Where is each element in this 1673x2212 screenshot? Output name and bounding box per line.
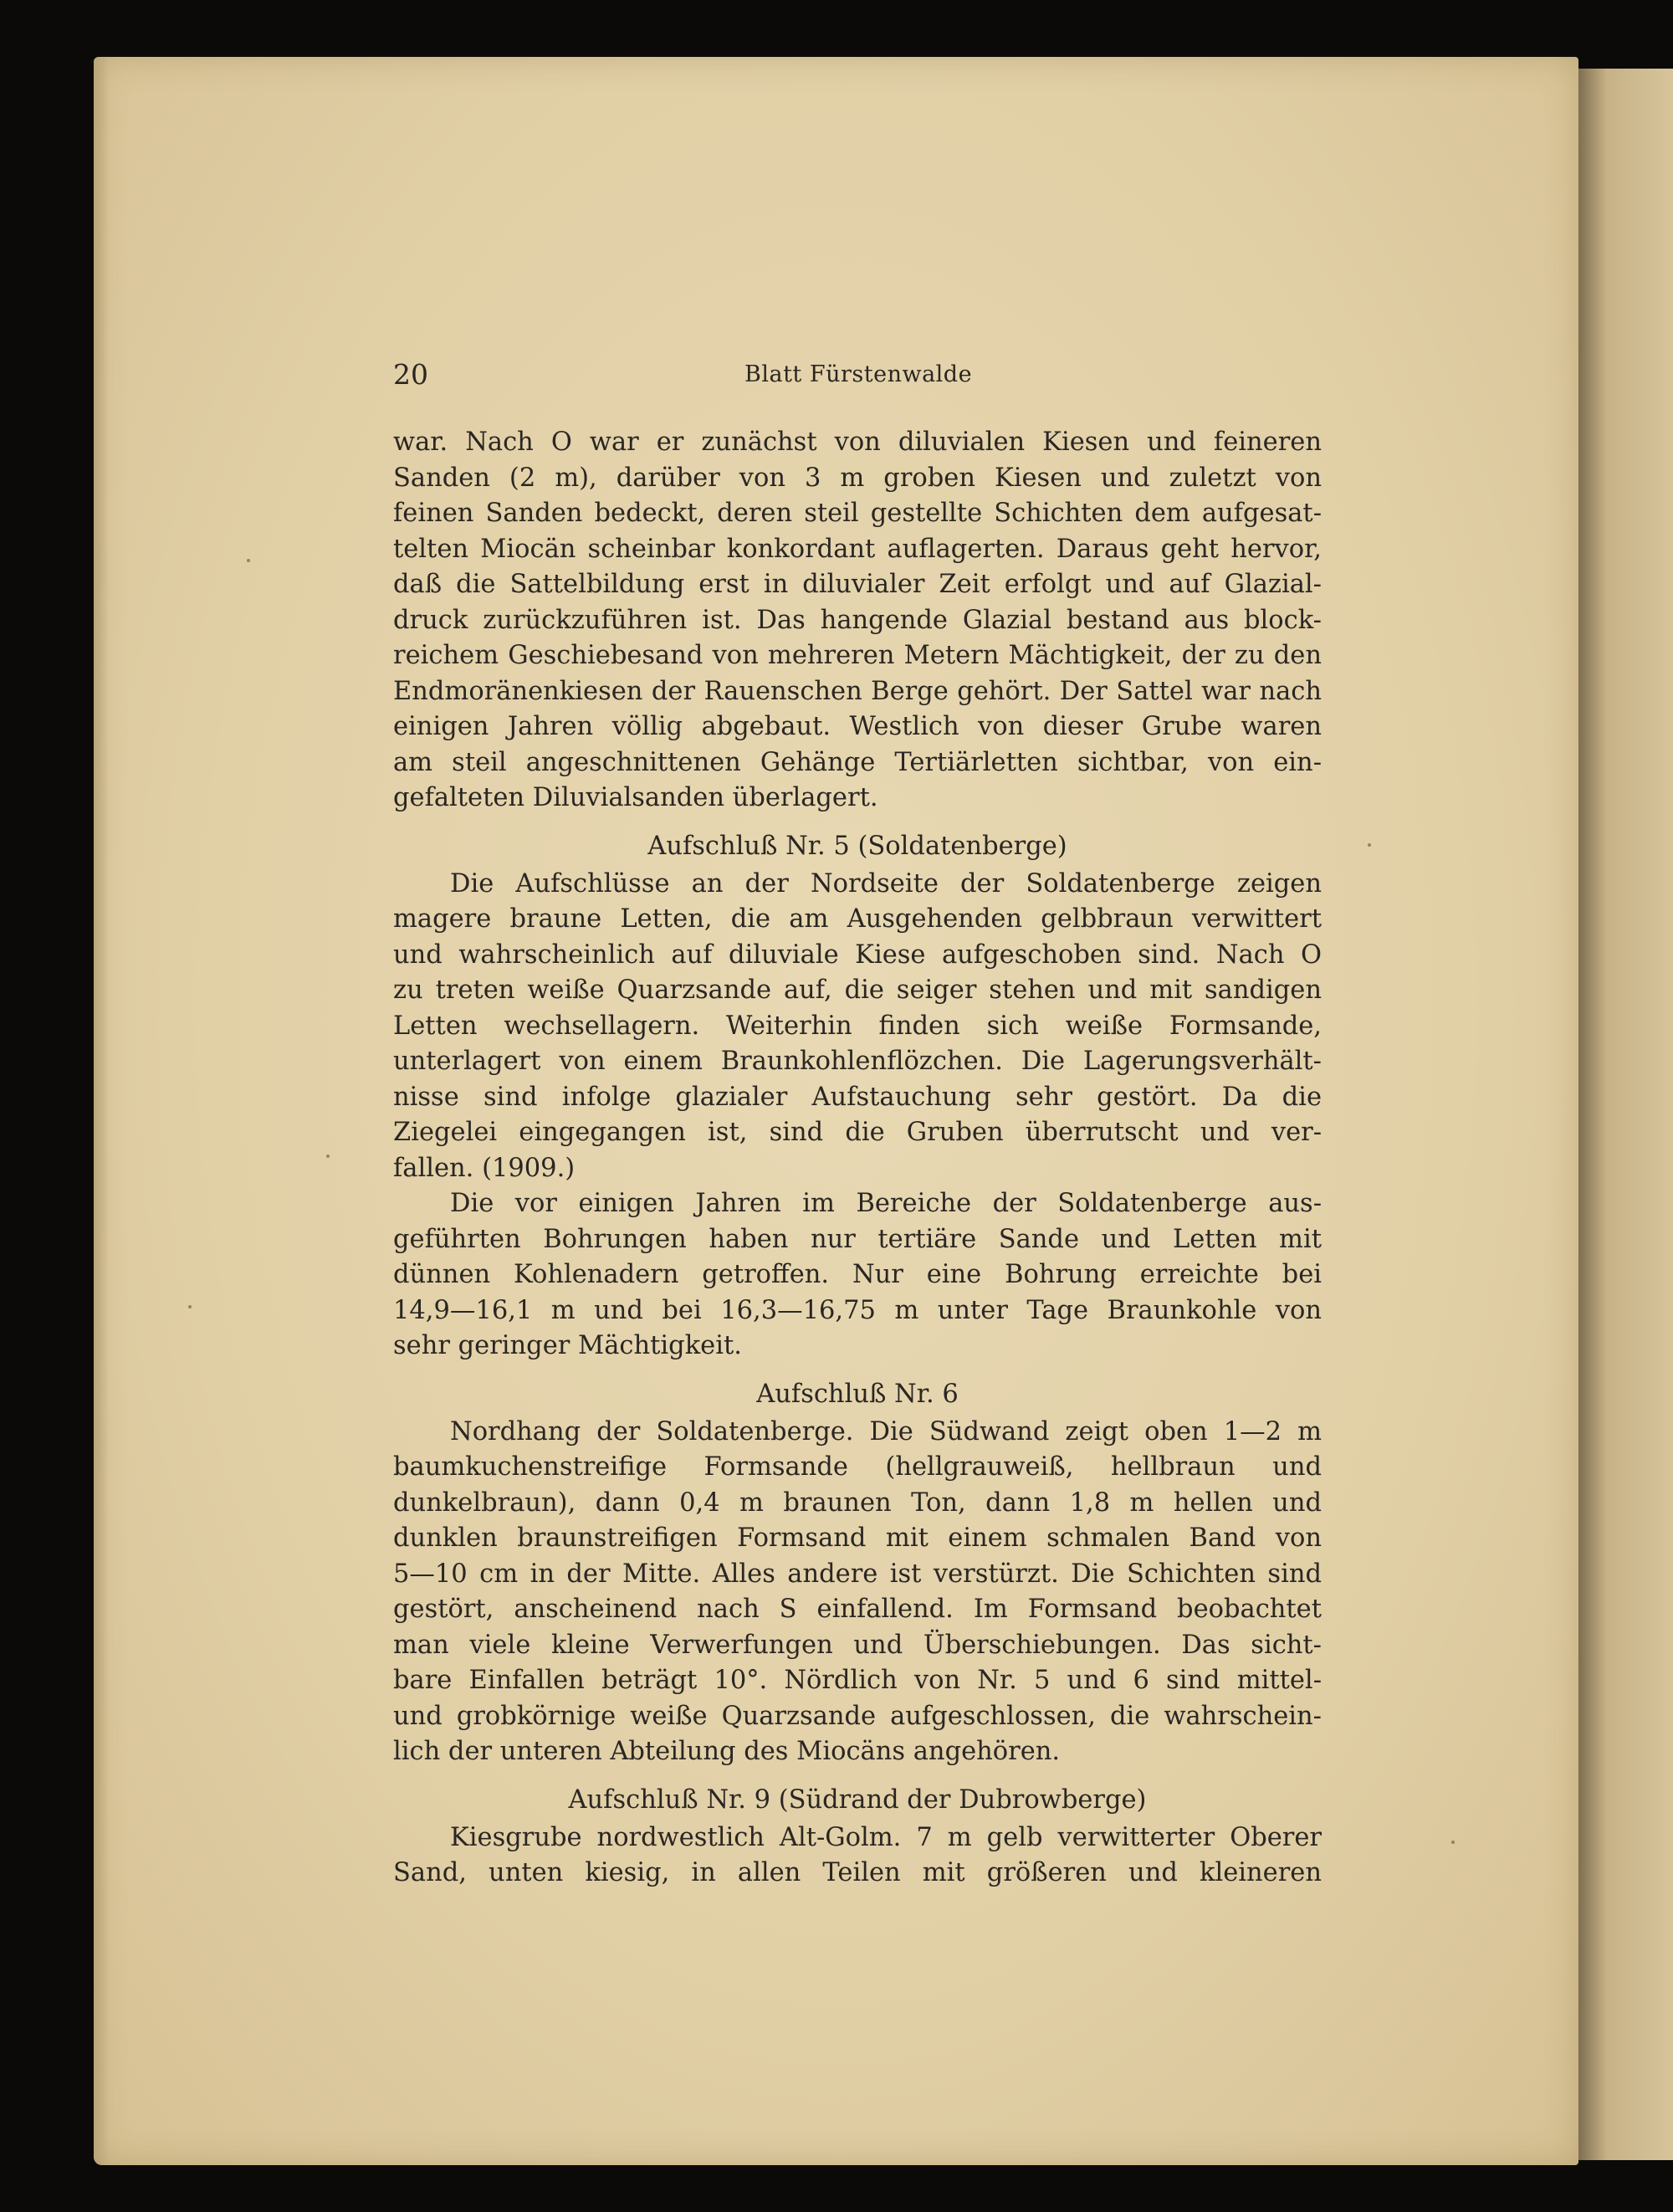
text-line: dunklen braunstreifigen Formsand mit einem schmalen Band von (393, 1523, 1322, 1553)
running-title: Blatt Fürstenwalde (744, 361, 973, 387)
text-line: gefalteten Diluvialsanden überlagert. (393, 783, 878, 812)
section-6-paragraph (393, 1415, 1322, 1770)
section-heading-9: Aufschluß Nr. 9 (Südrand der Dubrowberge) (568, 1784, 1147, 1815)
text-line: dünnen Kohlenadern getroffen. Nur eine Bohrung erreichte bei (393, 1260, 1322, 1289)
text-line: Sanden (2 m), darüber von 3 m groben Kiesen und zuletzt von (393, 463, 1322, 493)
page-header (393, 358, 1347, 392)
text-line: Letten wechsellagern. Weiterhin finden sich weiße Formsande, (393, 1011, 1322, 1041)
text-line: nisse sind infolge glazialer Aufstauchung sehr gestört. Da die (393, 1082, 1322, 1112)
section-heading-5: Aufschluß Nr. 5 (Soldatenberge) (647, 831, 1067, 861)
text-line: dunkelbraun), dann 0,4 m braunen Ton, dann 1,8 m hellen und (393, 1487, 1322, 1518)
section-5-paragraph-b (393, 1186, 1322, 1365)
text-line: Die vor einigen Jahren im Bereiche der Soldatenberge aus- (450, 1189, 1322, 1218)
text-line: daß die Sattelbildung erst in diluvialer Zeit erfolgt und auf Glazial- (393, 570, 1322, 599)
text-line: reichem Geschiebesand von mehreren Metern Mächtigkeit, der zu den (393, 641, 1322, 670)
text-line: unterlagert von einem Braunkohlenflözchen. Die Lagerungsverhält- (393, 1047, 1322, 1076)
text-line: 14,9—16,1 m und bei 16,3—16,75 m unter Tage Braunkohle von (393, 1295, 1322, 1325)
text-line: druck zurückzuführen ist. Das hangende Glazial bestand aus block- (393, 605, 1322, 635)
text-line: war. Nach O war er zunächst von diluvialen Kiesen und feineren (393, 428, 1322, 457)
paper-speck (326, 1155, 330, 1158)
text-line: man viele kleine Verwerfungen und Überschiebungen. Das sicht- (393, 1630, 1322, 1660)
text-line: bare Einfallen beträgt 10°. Nördlich von Nr. 5 und 6 sind mittel- (393, 1666, 1322, 1695)
paper-speck (188, 1305, 192, 1308)
text-line: und wahrscheinlich auf diluviale Kiese aufgeschoben sind. Nach O (393, 940, 1322, 970)
text-line: gestört, anscheinend nach S einfallend. Im Formsand beobachtet (393, 1595, 1322, 1624)
paper-speck (1451, 1841, 1455, 1844)
text-line: geführten Bohrungen haben nur tertiäre Sande und Letten mit (393, 1224, 1322, 1254)
page-shadow-edge (94, 57, 109, 2165)
adjacent-page-edge (1573, 69, 1673, 2160)
text-line: Nordhang der Soldatenberge. Die Südwand zeigt oben 1—2 m (450, 1416, 1322, 1447)
paper-speck (247, 559, 250, 562)
text-line: fallen. (1909.) (393, 1153, 576, 1183)
page-number: 20 (393, 358, 428, 391)
text-line: am steil angeschnittenen Gehänge Tertiärletten sichtbar, von ein- (393, 747, 1322, 777)
text-line: zu treten weiße Quarzsande auf, die seiger stehen und mit sandigen (393, 975, 1322, 1005)
text-line: lich der unteren Abteilung des Miocäns angehören. (393, 1737, 1061, 1766)
text-line: feinen Sanden bedeckt, deren steil gestellte Schichten dem aufgesat- (393, 499, 1322, 528)
text-line: baumkuchenstreifige Formsande (hellgrauweiß, hellbraun und (393, 1452, 1322, 1482)
text-line: Sand, unten kiesig, in allen Teilen mit größeren und kleineren (393, 1858, 1322, 1887)
text-line: einigen Jahren völlig abgebaut. Westlich von dieser Grube waren (393, 712, 1322, 741)
section-5-paragraph-a (393, 867, 1322, 1187)
paper-speck (1368, 843, 1371, 847)
text-line: Die Aufschlüsse an der Nordseite der Soldatenberge zeigen (450, 868, 1322, 899)
text-line: 5—10 cm in der Mitte. Alles andere ist verstürzt. Die Schichten sind (393, 1559, 1322, 1589)
section-heading-6: Aufschluß Nr. 6 (756, 1379, 959, 1409)
text-line: telten Miocän scheinbar konkordant auflagerten. Daraus geht hervor, (393, 534, 1322, 564)
paragraph-continuation (393, 425, 1322, 817)
text-line: Ziegelei eingegangen ist, sind die Gruben überrutscht und ver- (393, 1118, 1322, 1147)
text-line: sehr geringer Mächtigkeit. (393, 1331, 742, 1360)
section-9-paragraph (393, 1820, 1322, 1892)
text-line: magere braune Letten, die am Ausgehenden gelbbraun verwittert (393, 904, 1322, 934)
body-text (393, 425, 1322, 1892)
text-line: und grobkörnige weiße Quarzsande aufgeschlossen, die wahrschein- (393, 1701, 1322, 1731)
text-line: Endmoränenkiesen der Rauenschen Berge gehört. Der Sattel war nach (393, 676, 1322, 706)
text-line: Kiesgrube nordwestlich Alt-Golm. 7 m gelb verwitterter Oberer (450, 1822, 1322, 1852)
